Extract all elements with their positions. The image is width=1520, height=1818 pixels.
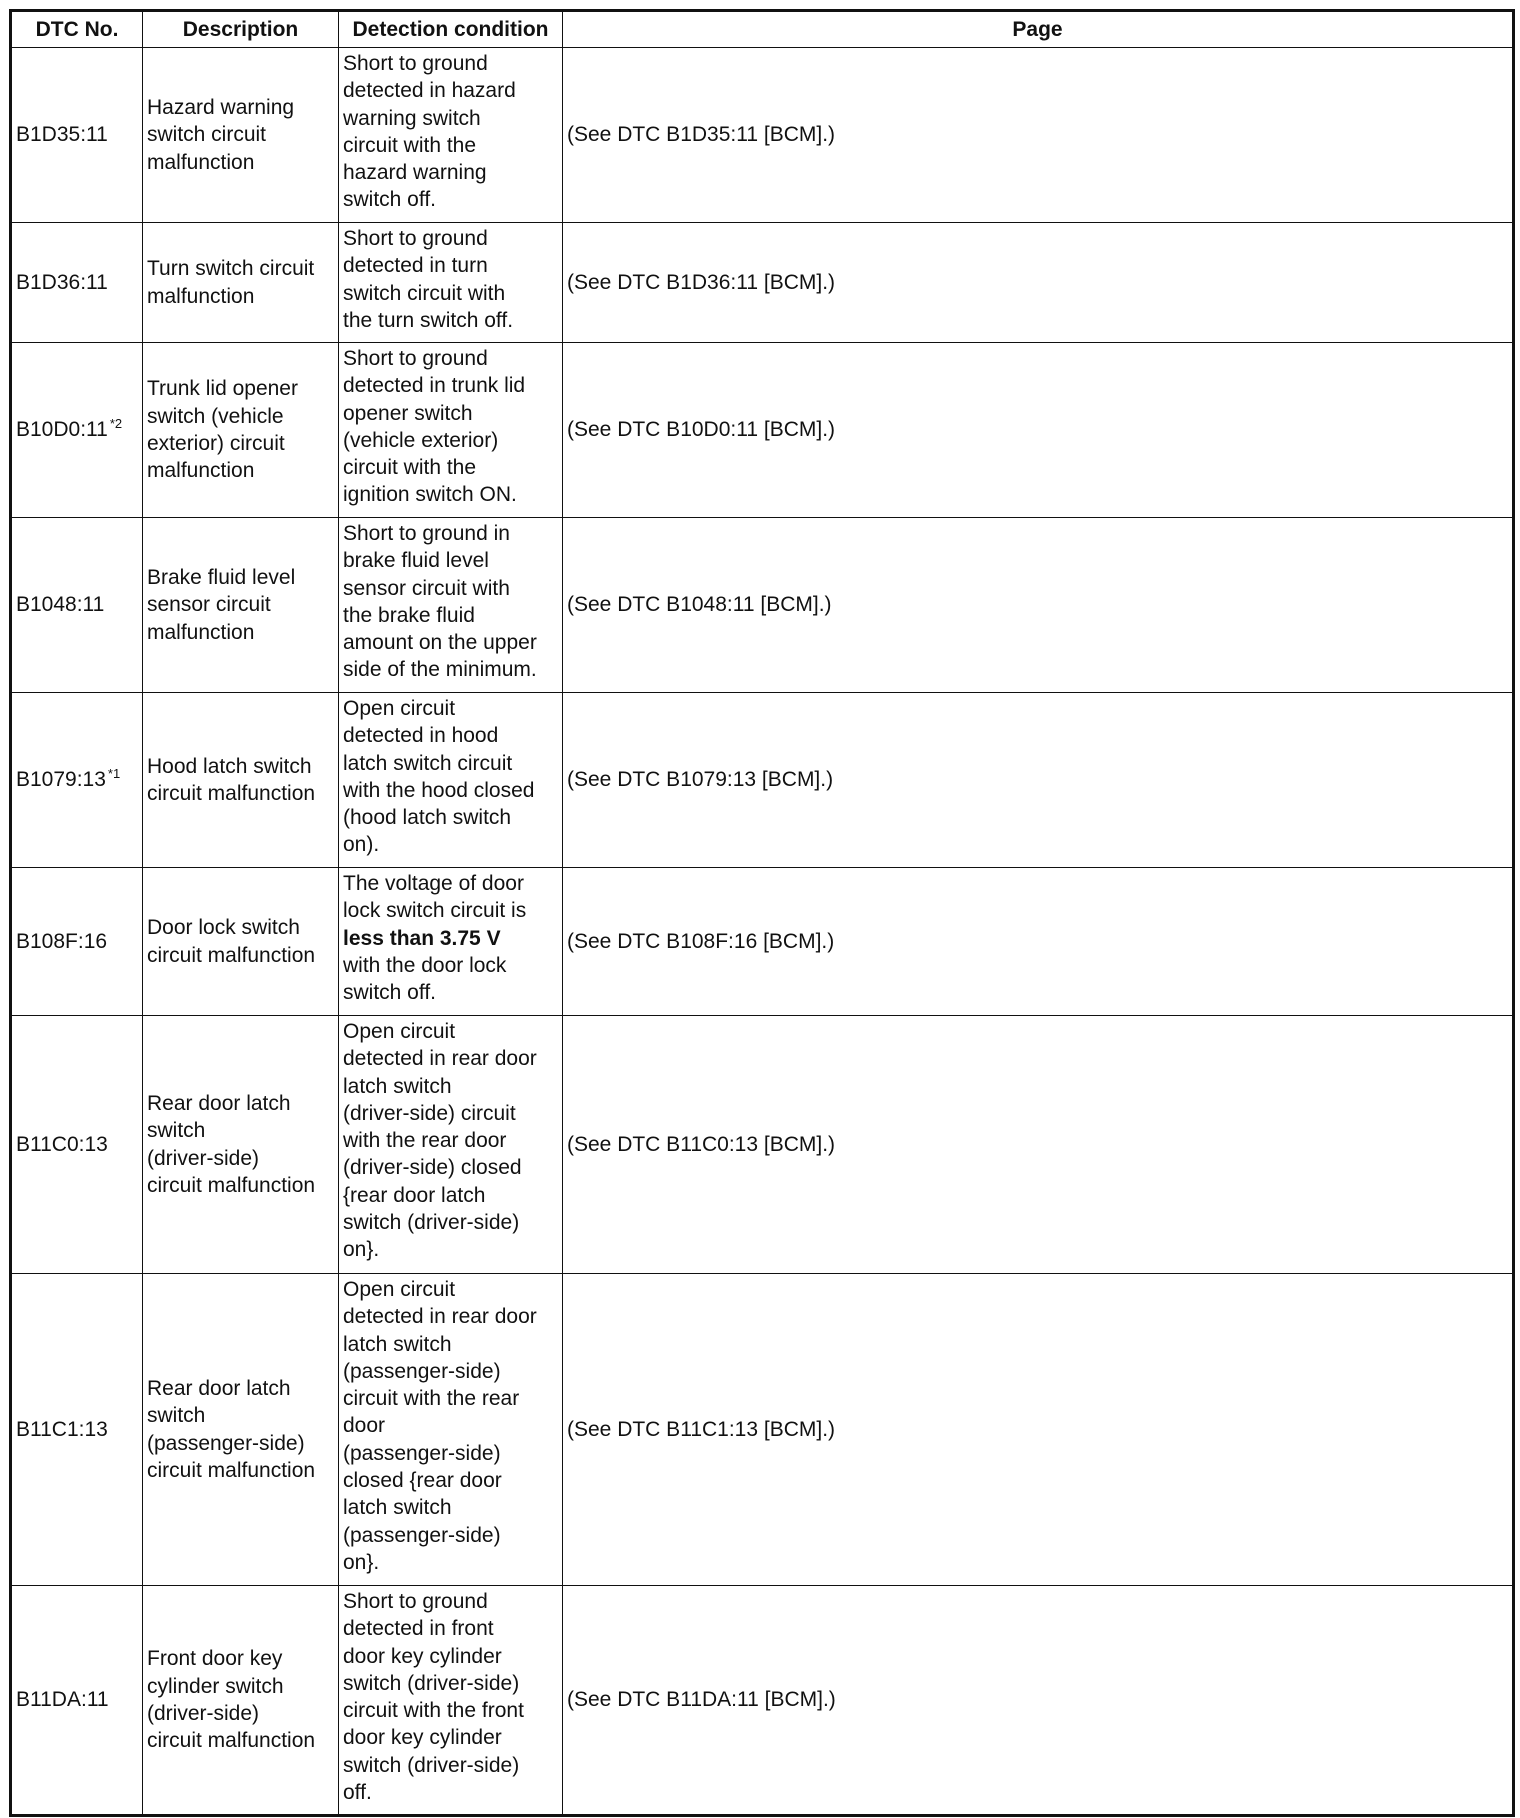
description-text: Hazard warning switch circuit malfunction (147, 96, 295, 174)
dtc-code: B1048:11 (16, 593, 105, 617)
header-detection-condition: Detection condition (339, 11, 563, 48)
description-cell (143, 868, 339, 1016)
page-cell (563, 48, 1514, 223)
dtc-code: B1D36:11 (16, 270, 108, 294)
page-cell (563, 1016, 1514, 1274)
page-cell (563, 1586, 1514, 1816)
table-row (11, 518, 1514, 693)
table-row (11, 223, 1514, 343)
description-cell (143, 48, 339, 223)
page-reference-link[interactable]: (See DTC B1048:11 [BCM].) (567, 593, 832, 617)
detection-text: Short to ground in brake fluid level sensor circuit with the brake fluid amount on the upper side of the minimum. (343, 522, 537, 682)
dtc-code: B1D35:11 (16, 123, 108, 147)
table-row (11, 868, 1514, 1016)
dtc-code: B11DA:11 (16, 1688, 109, 1712)
page-reference-link[interactable]: (See DTC B108F:16 [BCM].) (567, 929, 835, 953)
description-cell (143, 343, 339, 518)
detection-cell (339, 518, 563, 693)
dtc-table-container (9, 9, 1512, 1817)
header-dtc-no: DTC No. (11, 11, 143, 48)
page-cell (563, 1274, 1514, 1586)
detection-cell (339, 343, 563, 518)
detection-text (343, 872, 526, 1004)
description-cell (143, 1016, 339, 1274)
dtc-code-cell (11, 1586, 143, 1816)
page-reference-link[interactable]: (See DTC B11C1:13 [BCM].) (567, 1417, 836, 1441)
page-cell (563, 693, 1514, 868)
table-row (11, 343, 1514, 518)
description-cell (143, 1274, 339, 1586)
detection-text: Short to ground detected in front door key cylinder switch (driver-side) circuit with the front door key cylinder switch (driver-side) off. (343, 1590, 524, 1805)
description-text: Hood latch switch circuit malfunction (147, 754, 316, 805)
header-page: Page (563, 11, 1514, 48)
dtc-table (9, 9, 1515, 1817)
detection-text: Short to ground detected in turn switch circuit with the turn switch off. (343, 227, 514, 332)
detection-cell (339, 1274, 563, 1586)
header-description: Description (143, 11, 339, 48)
description-cell (143, 693, 339, 868)
detection-cell (339, 1586, 563, 1816)
description-text: Rear door latch switch (passenger-side) circuit malfunction (147, 1376, 316, 1482)
page-cell (563, 518, 1514, 693)
page-reference-link[interactable]: (See DTC B11C0:13 [BCM].) (567, 1132, 836, 1156)
page-reference-link[interactable]: (See DTC B1D35:11 [BCM].) (567, 123, 836, 147)
description-cell (143, 223, 339, 343)
detection-text: Open circuit detected in hood latch switch circuit with the hood closed (hood latch switch on). (343, 697, 535, 857)
dtc-code-cell (11, 518, 143, 693)
detection-cell (339, 693, 563, 868)
page-reference-link[interactable]: (See DTC B11DA:11 [BCM].) (567, 1688, 836, 1712)
dtc-code-cell (11, 693, 143, 868)
detection-cell (339, 48, 563, 223)
detection-cell (339, 223, 563, 343)
detection-text: Open circuit detected in rear door latch switch (passenger-side) circuit with the rear door (passenger-side) closed {rear door latch switch (passenger-side) on}. (343, 1278, 537, 1574)
table-row (11, 1016, 1514, 1274)
description-cell (143, 1586, 339, 1816)
dtc-code-cell (11, 1274, 143, 1586)
page-cell (563, 343, 1514, 518)
description-text: Door lock switch circuit malfunction (147, 916, 316, 967)
detection-text: Short to ground detected in hazard warning switch circuit with the hazard warning switch off. (343, 52, 516, 212)
detection-text-post: with the door lock switch off. (343, 953, 507, 1005)
dtc-code-cell (11, 343, 143, 518)
table-row (11, 1586, 1514, 1816)
description-text: Front door key cylinder switch (driver-side) circuit malfunction (147, 1647, 316, 1753)
detection-text: Short to ground detected in trunk lid opener switch (vehicle exterior) circuit with the ignition switch ON. (343, 347, 526, 507)
page-reference-link[interactable]: (See DTC B10D0:11 [BCM].) (567, 418, 836, 442)
description-text: Rear door latch switch (driver-side) circuit malfunction (147, 1091, 316, 1197)
dtc-code: B11C0:13 (16, 1132, 108, 1156)
detection-cell (339, 1016, 563, 1274)
table-row (11, 48, 1514, 223)
dtc-code: B1079:13 (16, 768, 106, 792)
page-cell (563, 868, 1514, 1016)
table-header-row (11, 11, 1514, 48)
dtc-code: B10D0:11 (16, 418, 108, 442)
page-reference-link[interactable]: (See DTC B1079:13 [BCM].) (567, 768, 834, 792)
dtc-code: B108F:16 (16, 929, 108, 953)
detection-threshold-value: less than 3.75 V (343, 926, 501, 950)
page-reference-link[interactable]: (See DTC B1D36:11 [BCM].) (567, 270, 836, 294)
detection-text-pre: The voltage of door lock switch circuit is (343, 872, 527, 923)
page-cell (563, 223, 1514, 343)
table-row (11, 1274, 1514, 1586)
dtc-footnote-mark: *1 (107, 766, 121, 782)
dtc-code-cell (11, 1016, 143, 1274)
dtc-footnote-mark: *2 (109, 416, 123, 432)
table-row (11, 693, 1514, 868)
dtc-code-cell (11, 868, 143, 1016)
description-cell (143, 518, 339, 693)
description-text: Brake fluid level sensor circuit malfunction (147, 566, 296, 644)
dtc-code-cell (11, 223, 143, 343)
detection-cell (339, 868, 563, 1016)
detection-text: Open circuit detected in rear door latch switch (driver-side) circuit with the rear door (driver-side) closed {rear door latch switch (driver-side) on}. (343, 1020, 537, 1262)
description-text: Trunk lid opener switch (vehicle exterior) circuit malfunction (147, 377, 298, 483)
dtc-code-cell (11, 48, 143, 223)
dtc-code: B11C1:13 (16, 1417, 108, 1441)
description-text: Turn switch circuit malfunction (147, 257, 315, 308)
